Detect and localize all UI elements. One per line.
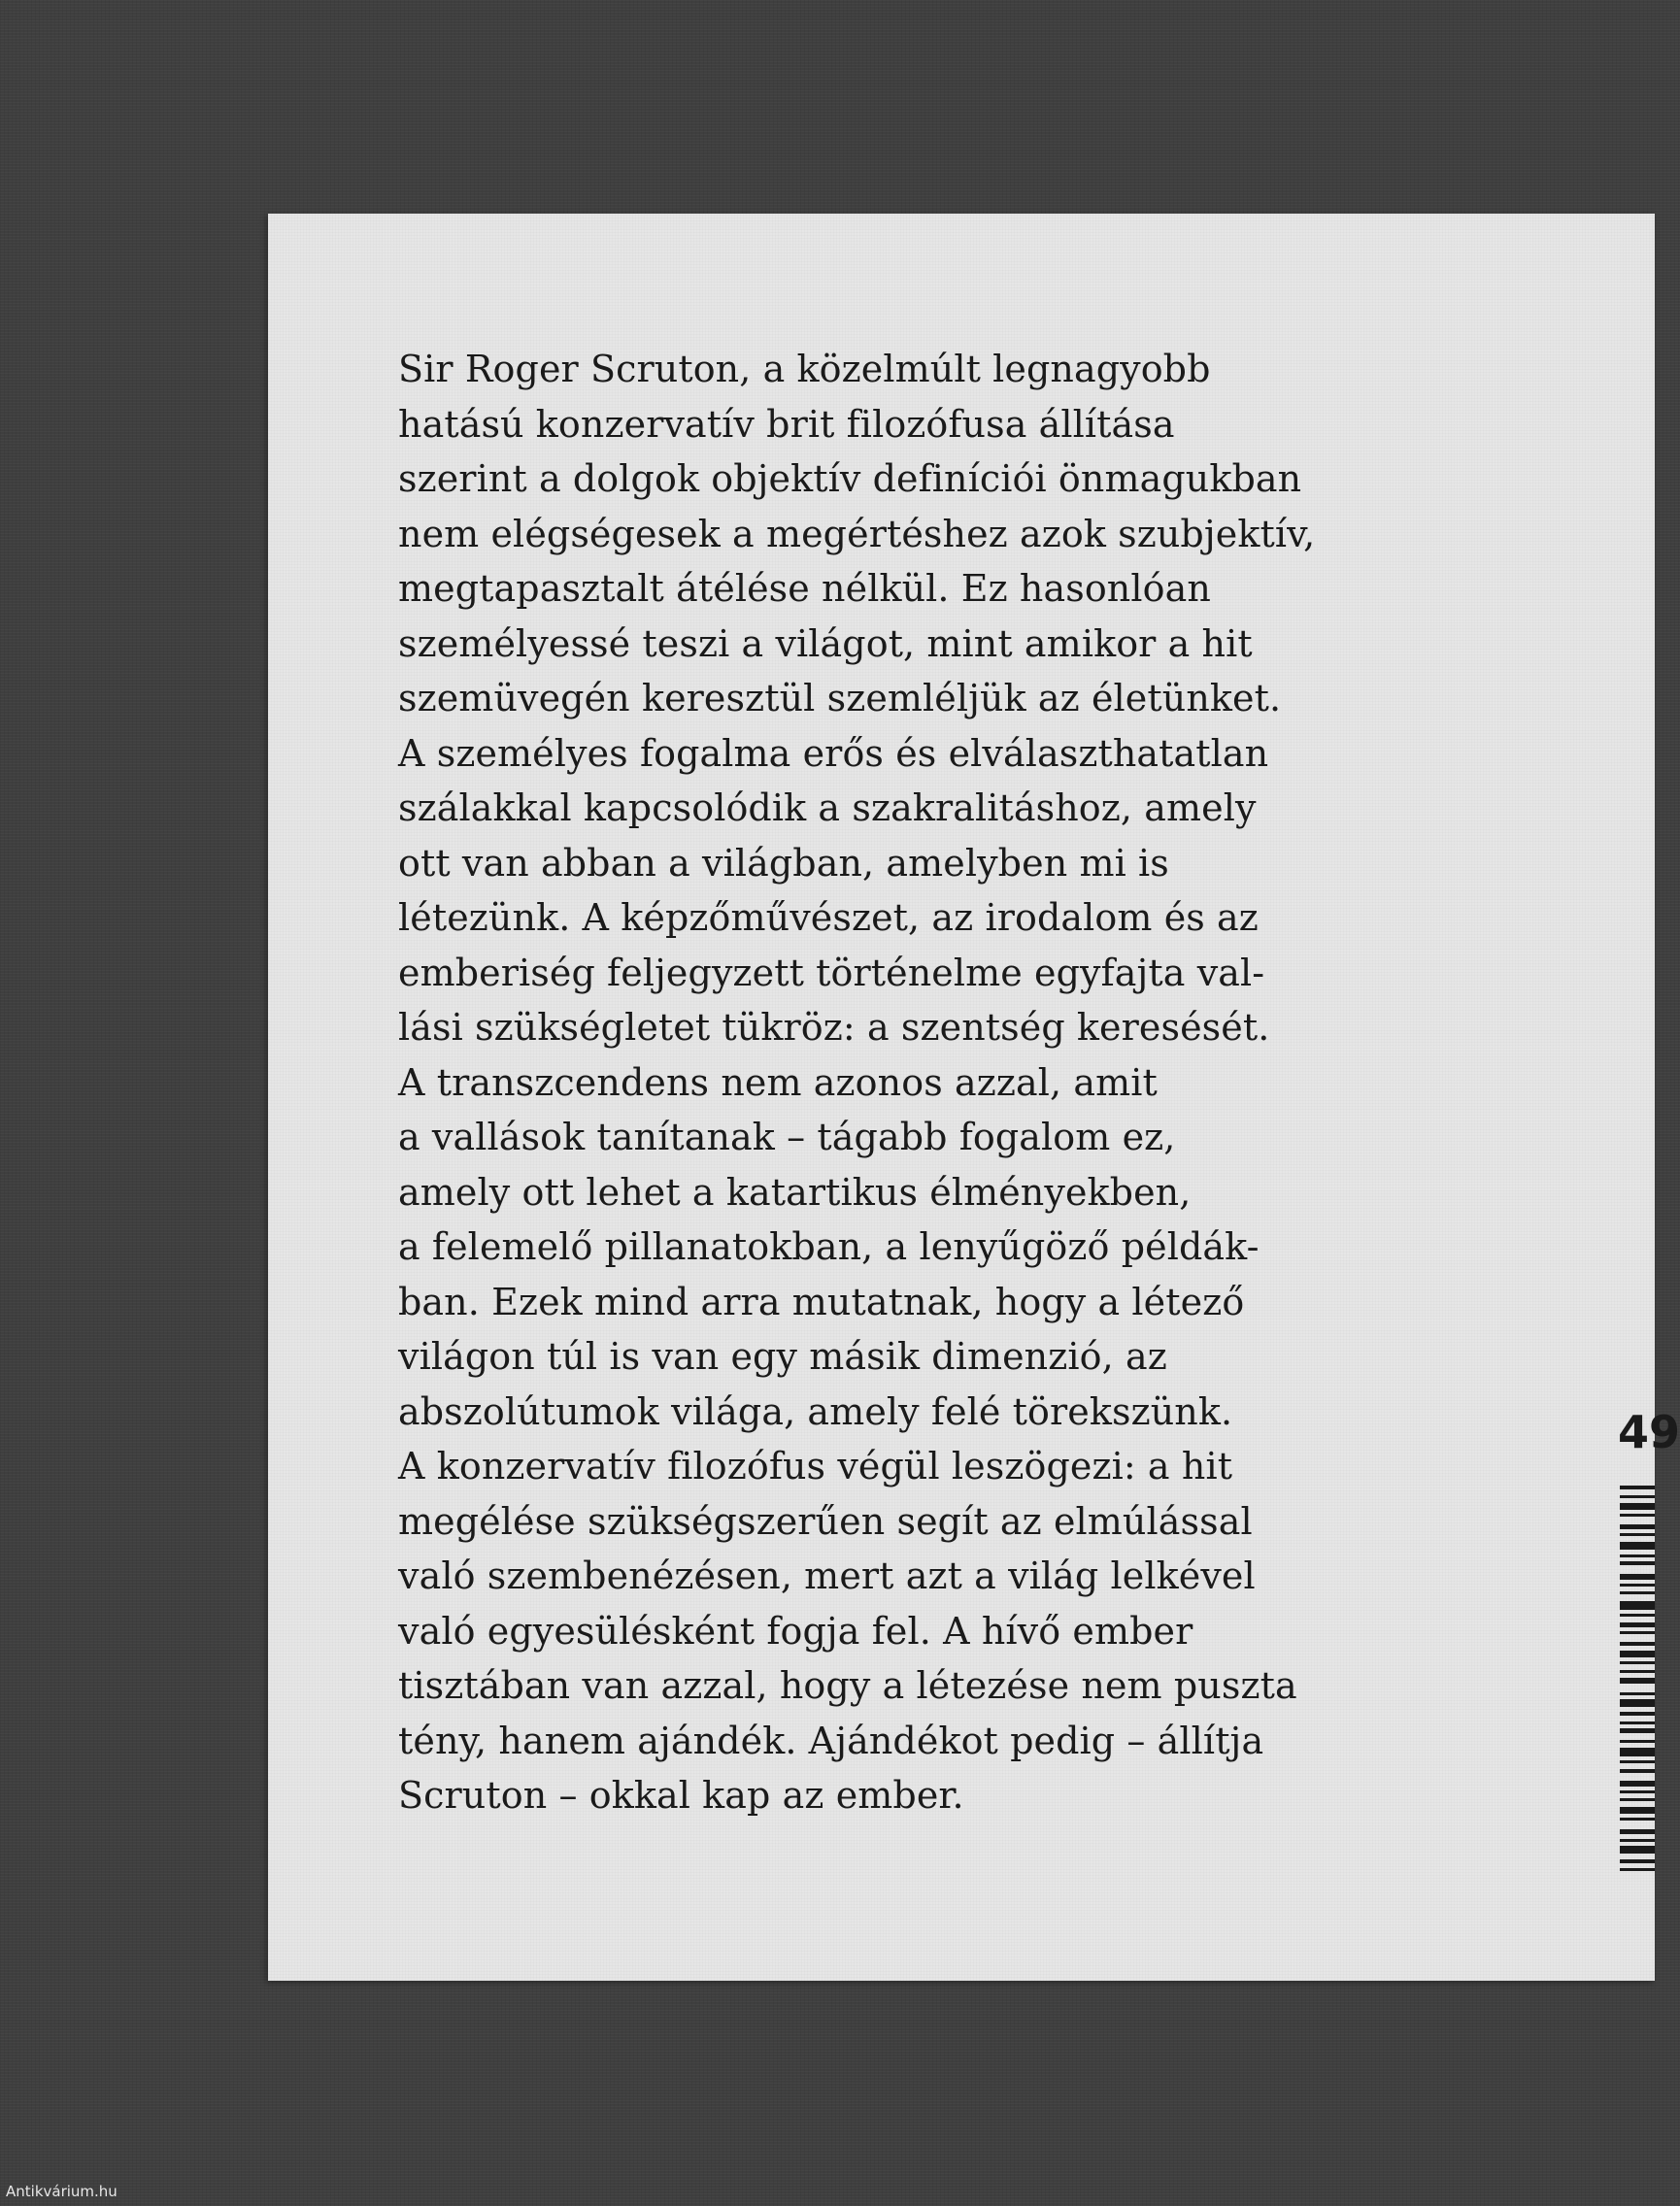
blurb-line: A konzervatív filozófus végül leszögezi: a hit xyxy=(398,1445,1233,1487)
blurb-line: A transzcendens nem azonos azzal, amit xyxy=(398,1060,1158,1104)
blurb-line: létezünk. A képzőművészet, az irodalom és az xyxy=(398,896,1259,939)
blurb-line: szerint a dolgok objektív definíciói önmagukban xyxy=(398,457,1302,500)
blurb-line: Sir Roger Scruton, a közelmúlt legnagyobb xyxy=(398,348,1211,390)
blurb-line: való egyesülésként fogja fel. A hívő ember xyxy=(398,1609,1193,1653)
blurb-line: a felemelő pillanatokban, a lenyűgöző példák- xyxy=(398,1225,1260,1268)
blurb-line: szemüvegén keresztül szemléljük az életünket. xyxy=(398,677,1282,719)
blurb-line: Scruton – okkal kap az ember. xyxy=(398,1774,964,1817)
blurb-line: ott van abban a világban, amelyben mi is xyxy=(398,841,1169,885)
barcode xyxy=(1620,1486,1655,2020)
blurb-line: személyessé teszi a világot, mint amikor a hit xyxy=(398,621,1253,665)
blurb-line: tény, hanem ajándék. Ajándékot pedig – állítja xyxy=(398,1719,1264,1762)
blurb-line: nem elégségesek a megértéshez azok szubjektív, xyxy=(398,512,1316,555)
blurb-line: megélése szükségszerűen segít az elmúlással xyxy=(398,1499,1253,1543)
blurb-line: A személyes fogalma erős és elválaszthatatlan xyxy=(398,731,1269,775)
watermark: Antikvárium.hu xyxy=(6,2183,118,2200)
blurb-line: abszolútumok világa, amely felé törekszünk. xyxy=(398,1389,1233,1433)
blurb-line: tisztában van azzal, hogy a létezése nem puszta xyxy=(398,1664,1297,1707)
blurb-line: való szembenézésen, mert azt a világ lelkével xyxy=(398,1554,1256,1597)
blurb-line: megtapasztalt átélése nélkül. Ez hasonlóan xyxy=(398,567,1211,610)
blurb-text xyxy=(398,342,1369,1823)
back-cover-card xyxy=(268,214,1680,1981)
blurb-line: a vallások tanítanak – tágabb fogalom ez, xyxy=(398,1116,1176,1158)
blurb-line: amely ott lehet a katartikus élményekben, xyxy=(398,1170,1192,1214)
blurb-line: világon túl is van egy másik dimenzió, az xyxy=(398,1335,1167,1378)
blurb-line: ban. Ezek mind arra mutatnak, hogy a létező xyxy=(398,1280,1245,1323)
price-label-fragment: 49 xyxy=(1618,1406,1680,1458)
blurb-line: emberiség feljegyzett történelme egyfajta val- xyxy=(398,951,1265,994)
blurb-line: lási szükségletet tükröz: a szentség keresését. xyxy=(398,1006,1270,1049)
blurb-line: szálakkal kapcsolódik a szakralitáshoz, amely xyxy=(398,786,1257,829)
blurb-line: hatású konzervatív brit filozófusa állítása xyxy=(398,402,1175,446)
